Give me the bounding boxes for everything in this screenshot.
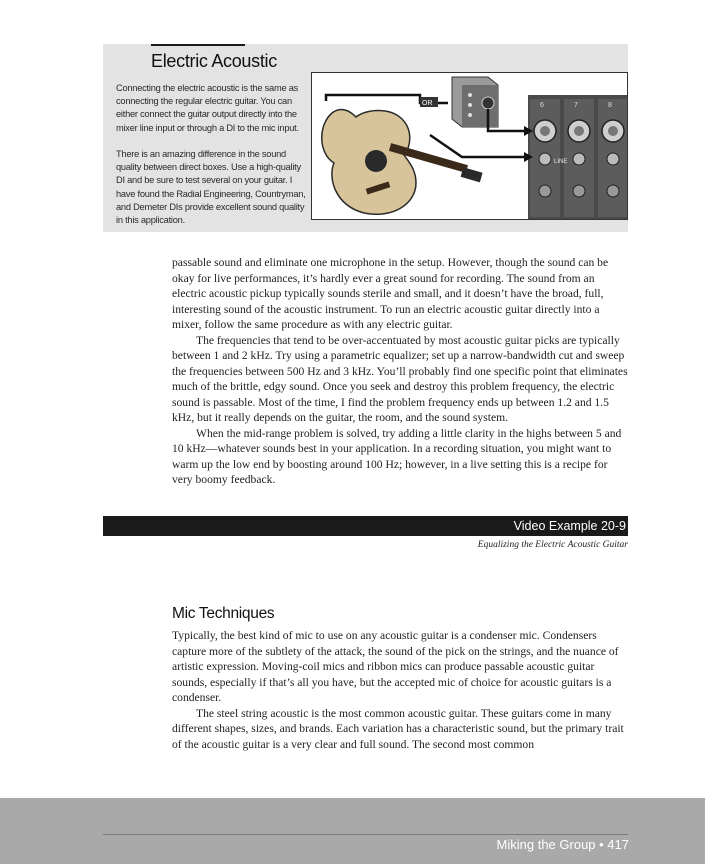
insert-jack (607, 185, 619, 197)
body-paragraph: The frequencies that tend to be over-accentuated by most acoustic guitar picks are typically between 1 and 2 kHz. Try using a parametric equalizer; set up a narrow-bandwidth cut and sweep the frequencies between 500 Hz and 3 kHz. You’ll probably find one specific point that eliminates much of the brittle, edgy sound. Once you seek and destroy this problem frequency, the electric sound is passable. Most of the time, I find the problem frequency ends up between 1.2 and 1.5 kHz, but it really depends on the guitar, the room, and the sound system. (172, 333, 628, 424)
guitar-to-line-cable (430, 135, 524, 157)
insert-jack (573, 185, 585, 197)
video-example-bar (103, 516, 628, 536)
di-box-knob (468, 93, 472, 97)
di-box-knob (468, 103, 472, 107)
line-jack (607, 153, 619, 165)
body-paragraph: When the mid-range problem is solved, try adding a little clarity in the highs between 5 and 10 kHz—whatever sounds best in your application. In a recording situation, you might want to warm up the low end by boosting around 100 Hz; however, in a live setting this is a recipe for very boomy feedback. (172, 426, 622, 486)
guitar-connection-figure (311, 72, 628, 220)
xlr-jack-center (540, 126, 550, 136)
body-paragraph: The steel string acoustic is the most common acoustic guitar. These guitars come in many different shapes, sizes, and brands. Each variation has a characteristic sound, but the primary trait of the acoustic guitar is a very clear and full sound. The second most common (172, 706, 624, 751)
line-jack (573, 153, 585, 165)
body-section-2 (172, 628, 630, 752)
running-footer: Miking the Group • 417 (496, 837, 629, 852)
sidebar-paragraph-2: There is an amazing difference in the sound quality between direct boxes. Use a high-quality DI and be sure to test several on your guitar. I have found the Radial Engineering, Countryman, and Demeter DIs provide excellent sound quality in this application. (116, 149, 306, 226)
xlr-jack-center (574, 126, 584, 136)
line-jack (539, 153, 551, 165)
body-paragraph: passable sound and eliminate one microphone in the setup. However, though the sound can be okay for live performances, it’s hardly ever a great sound for recording. The sound from an electric acoustic pickup typically sounds sterile and small, and it doesn’t have the broad, full, interesting sound of the acoustic instrument. To run an electric acoustic guitar directly into a mixer, follow the same procedure as with any electric guitar. (172, 256, 609, 331)
acoustic-guitar (322, 110, 483, 215)
channel-number: 6 (540, 102, 544, 109)
body-section-1 (172, 255, 630, 488)
di-box-knob (468, 113, 472, 117)
guitar-headstock (461, 167, 483, 182)
channel-number: 8 (608, 102, 612, 109)
section-heading: Mic Techniques (172, 605, 275, 622)
sidebar-title: Electric Acoustic (151, 51, 277, 71)
sidebar-paragraph-1: Connecting the electric acoustic is the same as connecting the regular electric guitar. You can either connect the guitar output directly into the mixer line input or through a DI to the mic input. (116, 83, 299, 133)
di-box-jack (482, 97, 494, 109)
insert-jack (539, 185, 551, 197)
line-label: LINE (554, 159, 568, 165)
guitar-di-mixer-illustration (312, 73, 628, 220)
sidebar-title-rule (151, 44, 245, 46)
video-example-caption: Equalizing the Electric Acoustic Guitar (477, 540, 628, 550)
body-paragraph: Typically, the best kind of mic to use on any acoustic guitar is a condenser mic. Condensers capture more of the subtlety of the attack, the sound of the pick on the strings, and the nuance of artistic expression. Moving-coil mics and ribbon mics can produce passable acoustic guitar sounds, especially if that’s all you have, but the accepted mic of choice for acoustic guitars is a condenser. (172, 629, 619, 704)
xlr-jack-center (608, 126, 618, 136)
or-label: OR (422, 100, 433, 107)
guitar-soundhole (365, 150, 387, 172)
video-example-label[interactable]: Video Example 20-9 (513, 519, 626, 533)
channel-number: 7 (574, 102, 578, 109)
